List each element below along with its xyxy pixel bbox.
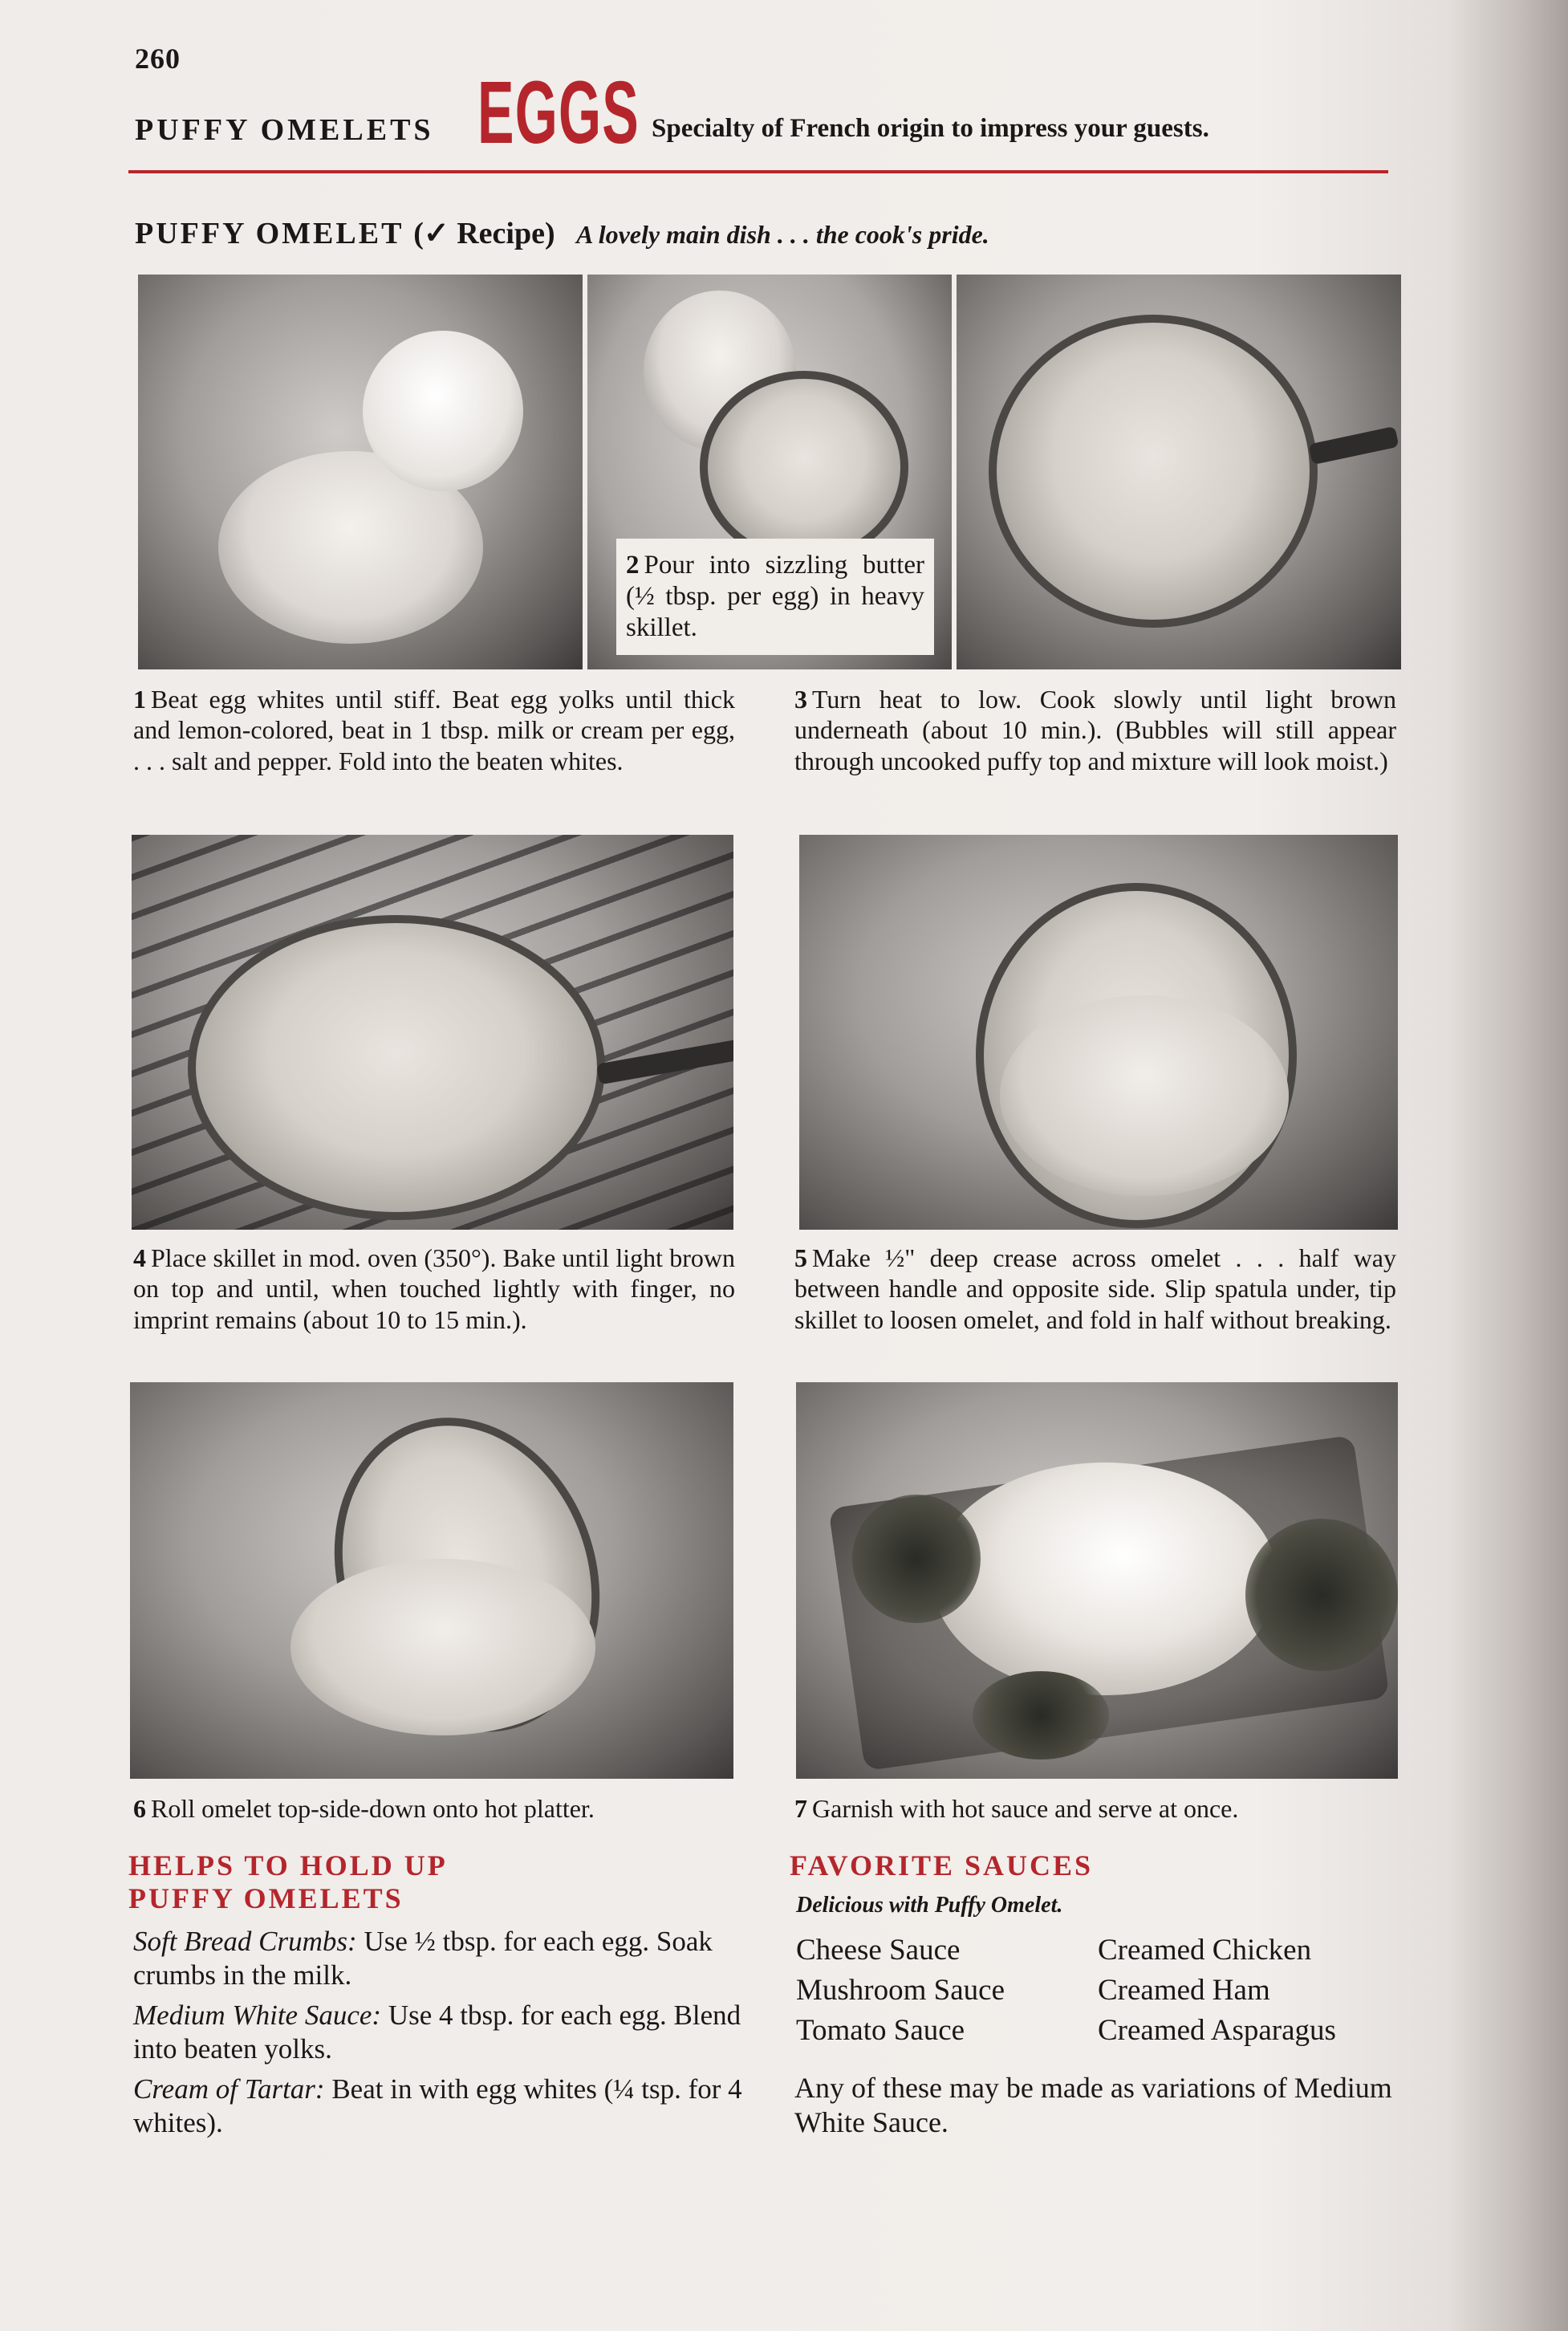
photo-step-3 — [957, 275, 1401, 669]
section-tagline: Specialty of French origin to impress your guests. — [652, 114, 1209, 143]
step-1-caption — [133, 684, 735, 776]
step-3-caption — [794, 684, 1396, 776]
recipe-title: PUFFY OMELET — [135, 217, 404, 250]
photo-step-4 — [132, 835, 733, 1230]
header-rule — [128, 170, 1388, 173]
page-gutter-shadow — [1448, 0, 1568, 2331]
chapter-title: EGGS — [477, 63, 640, 162]
help-item-label: Medium White Sauce: — [133, 1999, 382, 2031]
step-6-caption — [133, 1793, 743, 1824]
help-item-text: Use ½ tbsp. for each egg. Soak crumbs in the milk. — [133, 1926, 713, 1991]
help-item-bread-crumbs — [133, 1925, 743, 1992]
recipe-description: A lovely main dish . . . the cook's pride. — [576, 220, 989, 249]
step-1-number: 1 — [133, 685, 146, 714]
step-7-text: Garnish with hot sauce and serve at once. — [812, 1794, 1239, 1823]
photo-step-7 — [796, 1382, 1398, 1779]
helps-heading-line-2: PUFFY OMELETS — [128, 1882, 404, 1915]
photo-step-6 — [130, 1382, 733, 1779]
step-3-number: 3 — [794, 685, 807, 714]
section-heading: PUFFY OMELETS — [135, 113, 434, 147]
step-7-caption — [794, 1793, 1404, 1824]
step-4-text: Place skillet in mod. oven (350°). Bake until light brown on top and until, when touched lightly with finger, no imprint remains (about 10 to 15 min.). — [133, 1243, 735, 1334]
step-5-number: 5 — [794, 1243, 807, 1272]
step-1-text: Beat egg whites until stiff. Beat egg yolks until thick and lemon-colored, beat in 1 tbsp. milk or cream per egg, . . . salt and pepper. Fold into the beaten whites. — [133, 685, 735, 775]
photo-step-2 — [587, 275, 952, 669]
step-5-text: Make ½" deep crease across omelet . . . half way between handle and opposite side. Slip spatula under, tip skillet to loosen omelet, and fold in half without breaking. — [794, 1243, 1396, 1334]
help-item-text: Use 4 tbsp. for each egg. Blend into beaten yolks. — [133, 1999, 741, 2065]
step-2-caption — [616, 539, 934, 655]
page-number: 260 — [135, 43, 181, 75]
step-4-number: 4 — [133, 1243, 146, 1272]
recipe-tag: (✓ Recipe) — [413, 217, 555, 250]
help-item-text: Beat in with egg whites (¼ tsp. for 4 whites). — [133, 2073, 742, 2138]
photo-step-5 — [799, 835, 1398, 1230]
sauce-item: Creamed Asparagus — [1098, 2014, 1336, 2047]
help-item-label: Cream of Tartar: — [133, 2073, 325, 2105]
sauce-item: Cheese Sauce — [796, 1934, 961, 1967]
sauce-item: Tomato Sauce — [796, 2014, 965, 2047]
helps-heading-line-1: HELPS TO HOLD UP — [128, 1849, 448, 1881]
step-5-caption — [794, 1243, 1396, 1335]
step-4-caption — [133, 1243, 735, 1335]
step-2-text: Pour into sizzling butter (½ tbsp. per egg) in heavy skillet. — [626, 551, 924, 643]
sauces-closing-note: Any of these may be made as variations of Medium White Sauce. — [794, 2072, 1392, 2139]
step-6-number: 6 — [133, 1794, 146, 1823]
step-6-text: Roll omelet top-side-down onto hot platter. — [151, 1794, 595, 1823]
help-item-white-sauce — [133, 1999, 743, 2066]
recipe-heading — [135, 215, 989, 251]
step-7-number: 7 — [794, 1794, 807, 1823]
step-3-text: Turn heat to low. Cook slowly until light brown underneath (about 10 min.). (Bubbles will still appear through uncooked puffy top and mixture will look moist.) — [794, 685, 1396, 775]
sauce-item: Creamed Chicken — [1098, 1934, 1312, 1967]
sauce-item: Mushroom Sauce — [796, 1974, 1005, 2007]
help-item-cream-of-tartar — [133, 2073, 743, 2140]
step-2-number: 2 — [626, 551, 640, 580]
helps-heading — [128, 1849, 448, 1916]
sauces-heading: FAVORITE SAUCES — [790, 1849, 1094, 1881]
photo-step-1 — [138, 275, 583, 669]
help-item-label: Soft Bread Crumbs: — [133, 1926, 357, 1957]
sauces-subtitle: Delicious with Puffy Omelet. — [796, 1893, 1063, 1918]
sauce-item: Creamed Ham — [1098, 1974, 1270, 2007]
